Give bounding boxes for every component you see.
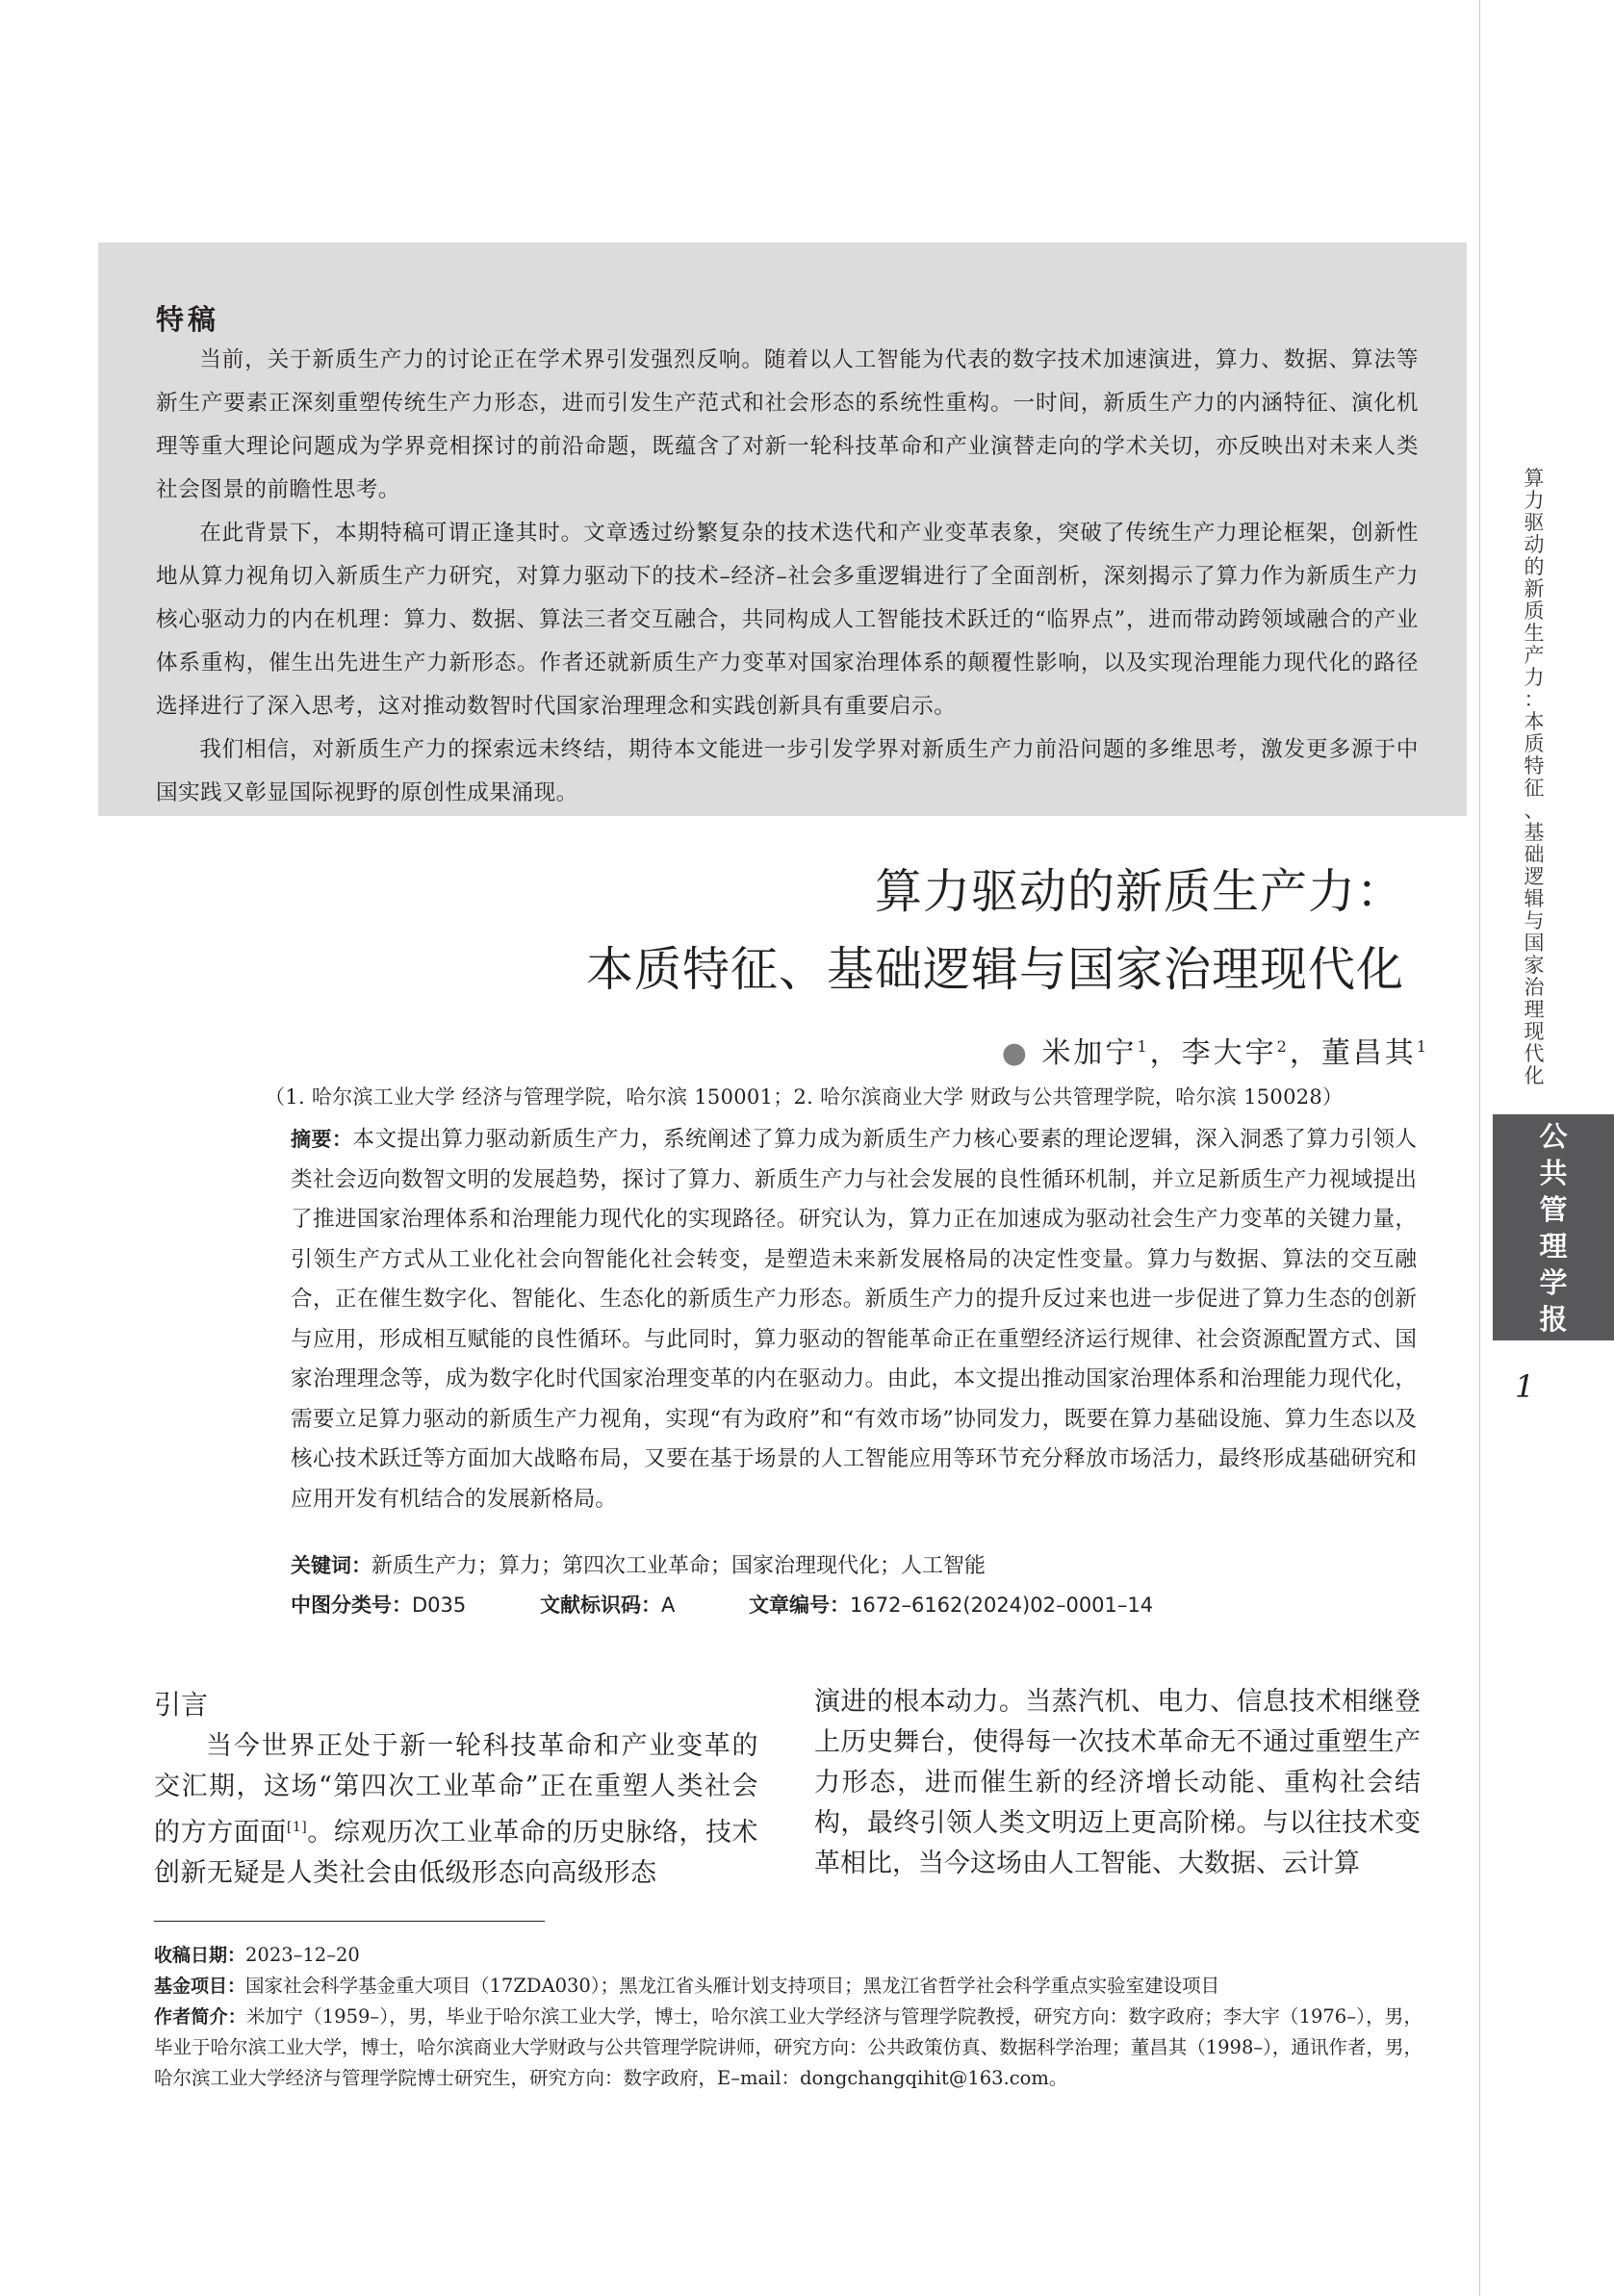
running-head-char: 代	[1524, 1042, 1545, 1065]
bullet-icon: ●	[1001, 1036, 1030, 1070]
special-feature-title: 特稿	[156, 303, 220, 336]
running-head-char: 国	[1524, 931, 1545, 955]
running-head-char: 力	[1524, 666, 1545, 689]
author-name: 米加宁	[1041, 1036, 1138, 1070]
author-superscript: 1	[1416, 1037, 1429, 1056]
doc-code-label: 文献标识码：	[539, 1594, 661, 1617]
running-head-char: 现	[1524, 1020, 1545, 1043]
running-head-char: 产	[1524, 644, 1545, 667]
fund-info	[154, 1971, 1422, 2002]
article-title-line2: 本质特征、基础逻辑与国家治理现代化	[585, 942, 1404, 997]
running-head-char: 质	[1524, 732, 1545, 755]
running-head-char: 算	[1524, 467, 1545, 490]
running-head-char: 、	[1524, 799, 1545, 822]
running-head-char: 特	[1524, 754, 1545, 778]
journal-name-char: 管	[1539, 1193, 1568, 1226]
fund-label: 基金项目：	[154, 1976, 246, 1997]
abstract	[291, 1120, 1417, 1519]
body-column-left	[154, 1726, 758, 1894]
abstract-label: 摘要：	[291, 1128, 353, 1151]
running-head-char: 逻	[1524, 865, 1545, 888]
body-paragraph	[154, 1726, 758, 1894]
received-label: 收稿日期：	[154, 1945, 246, 1966]
citation-ref: [1]	[286, 1820, 308, 1835]
body-text: 当今世界正处于新一轮科技革命和产业变革的交汇期，这场“第四次工业革命”正在重塑人类社会的方方面面	[154, 1731, 758, 1848]
special-feature-body	[156, 339, 1419, 815]
affiliation: （1. 哈尔滨工业大学 经济与管理学院，哈尔滨 150001；2. 哈尔滨商业大学 财政与公共管理学院，哈尔滨 150028）	[265, 1085, 1344, 1109]
intro-heading: 引言	[154, 1689, 209, 1721]
author-superscript: 2	[1276, 1037, 1290, 1056]
running-head-char: 新	[1524, 577, 1545, 600]
classification-row	[291, 1590, 1153, 1619]
author-superscript: 1	[1137, 1037, 1150, 1056]
running-head-char: 化	[1524, 1064, 1545, 1087]
keywords-text: 新质生产力；算力；第四次工业革命；国家治理现代化；人工智能	[371, 1554, 986, 1578]
body-paragraph: 演进的根本动力。当蒸汽机、电力、信息技术相继登上历史舞台，使得每一次技术革命无不通过重塑生产力形态，进而催生新的经济增长动能、重构社会结构，最终引领人类文明迈上更高阶梯。与以往技术变革相比，当今这场由人工智能、大数据、云计算	[814, 1687, 1421, 1878]
clc-label: 中图分类号：	[291, 1594, 412, 1617]
article-no-label: 文章编号：	[749, 1594, 851, 1617]
doc-code-value: A	[660, 1594, 676, 1617]
journal-name-char: 学	[1539, 1266, 1568, 1299]
received-date	[154, 1940, 1422, 1971]
running-head	[1515, 468, 1553, 1087]
running-head-char: 驱	[1524, 511, 1545, 534]
author-line: ● 米加宁$^1$，李大宇$^2$，董昌其$^1$	[1001, 1036, 1429, 1070]
running-head-char: 基	[1524, 821, 1545, 844]
article-no-value: 1672–6162(2024)02–0001–14	[850, 1594, 1154, 1617]
footnotes	[154, 1940, 1422, 2094]
running-head-char: 的	[1524, 555, 1545, 578]
running-head-char: 治	[1524, 976, 1545, 999]
running-head-char: ：	[1524, 688, 1545, 711]
running-head-char: 与	[1524, 909, 1545, 932]
margin-divider	[1479, 0, 1480, 2296]
author-name: 李大宇	[1181, 1036, 1277, 1070]
keywords	[291, 1549, 986, 1579]
running-head-char: 力	[1524, 489, 1545, 512]
author-name: 董昌其	[1320, 1036, 1417, 1070]
body-column-right	[814, 1682, 1421, 1884]
running-head-char: 动	[1524, 533, 1545, 556]
running-head-char: 征	[1524, 777, 1545, 800]
running-head-char: 理	[1524, 998, 1545, 1021]
special-paragraph: 在此背景下，本期特稿可谓正逢其时。文章透过纷繁复杂的技术迭代和产业变革表象，突破了传统生产力理论框架，创新性地从算力视角切入新质生产力研究，对算力驱动下的技术–经济–社会多重逻辑进行了全面剖析，深刻揭示了算力作为新质生产力核心驱动力的内在机理：算力、数据、算法三者交互融合，共同构成人工智能技术跃迁的“临界点”，进而带动跨领域融合的产业体系重构，催生出先进生产力新形态。作者还就新质生产力变革对国家治理体系的颠覆性影响，以及实现治理能力现代化的路径选择进行了深入思考，这对推动数智时代国家治理理念和实践创新具有重要启示。	[156, 521, 1419, 719]
page-number: 1	[1515, 1368, 1535, 1405]
footnote-divider	[154, 1921, 545, 1922]
author-bio-label: 作者简介：	[154, 2006, 246, 2028]
author-bio	[154, 2002, 1422, 2094]
received-value: 2023–12–20	[245, 1944, 360, 1966]
special-paragraph: 当前，关于新质生产力的讨论正在学术界引发强烈反响。随着以人工智能为代表的数字技术加速演进，算力、数据、算法等新生产要素正深刻重塑传统生产力形态，进而引发生产范式和社会形态的系统性重构。一时间，新质生产力的内涵特征、演化机理等重大理论问题成为学界竞相探讨的前沿命题，既蕴含了对新一轮科技革命和产业演替走向的学术关切，亦反映出对未来人类社会图景的前瞻性思考。	[156, 347, 1419, 502]
article-title-line1: 算力驱动的新质生产力：	[874, 864, 1404, 919]
running-head-char: 家	[1524, 954, 1545, 977]
journal-name-char: 理	[1539, 1230, 1568, 1263]
running-head-char: 辑	[1524, 887, 1545, 910]
clc-value: D035	[412, 1594, 467, 1617]
abstract-text: 本文提出算力驱动新质生产力，系统阐述了算力成为新质生产力核心要素的理论逻辑，深入洞悉了算力引领人类社会迈向数智文明的发展趋势，探讨了算力、新质生产力与社会发展的良性循环机制，并立足新质生产力视域提出了推进国家治理体系和治理能力现代化的实现路径。研究认为，算力正在加速成为驱动社会生产力变革的关键力量，引领生产方式从工业化社会向智能化社会转变，是塑造未来新发展格局的决定性变量。算力与数据、算法的交互融合，正在催生数字化、智能化、生态化的新质生产力形态。新质生产力的提升反过来也进一步促进了算力生态的创新与应用，形成相互赋能的良性循环。与此同时，算力驱动的智能革命正在重塑经济运行规律、社会资源配置方式、国家治理理念等，成为数字化时代国家治理变革的内在驱动力。由此，本文提出推动国家治理体系和治理能力现代化，需要立足算力驱动的新质生产力视角，实现“有为政府”和“有效市场”协同发力，既要在算力基础设施、算力生态以及核心技术跃迁等方面加大战略布局，又要在基于场景的人工智能应用等环节充分释放市场活力，最终形成基础研究和应用开发有机结合的发展新格局。	[291, 1127, 1418, 1512]
author-bio-value: 米加宁（1959–），男，毕业于哈尔滨工业大学，博士，哈尔滨工业大学经济与管理学院教授，研究方向：数字政府；李大宇（1976–），男，毕业于哈尔滨工业大学，博士，哈尔滨商业大学财政与公共管理学院讲师，研究方向：公共政策仿真、数据科学治理；董昌其（1998–），通讯作者，男，哈尔滨工业大学经济与管理学院博士研究生，研究方向：数字政府，E–mail：dongchangqihit@163.com。	[154, 2005, 1422, 2089]
journal-name-char: 公	[1539, 1120, 1568, 1153]
body-text: 。综观历次工业革命的历史脉络，技术创新无疑是人类社会由低级形态向高级形态	[154, 1818, 759, 1888]
running-head-char: 本	[1524, 710, 1545, 733]
running-head-char: 础	[1524, 843, 1545, 866]
journal-name-char: 报	[1539, 1303, 1568, 1336]
running-head-char: 生	[1524, 622, 1545, 645]
journal-name-char: 共	[1539, 1157, 1568, 1189]
running-head-char: 质	[1524, 600, 1545, 623]
keywords-label: 关键词：	[291, 1554, 371, 1577]
fund-value: 国家社会科学基金重大项目（17ZDA030）；黑龙江省头雁计划支持项目；黑龙江省哲学社会科学重点实验室建设项目	[245, 1975, 1220, 1997]
special-paragraph: 我们相信，对新质生产力的探索远未终结，期待本文能进一步引发学界对新质生产力前沿问题的多维思考，激发更多源于中国实践又彰显国际视野的原创性成果涌现。	[156, 737, 1419, 805]
journal-name	[1493, 1118, 1614, 1338]
